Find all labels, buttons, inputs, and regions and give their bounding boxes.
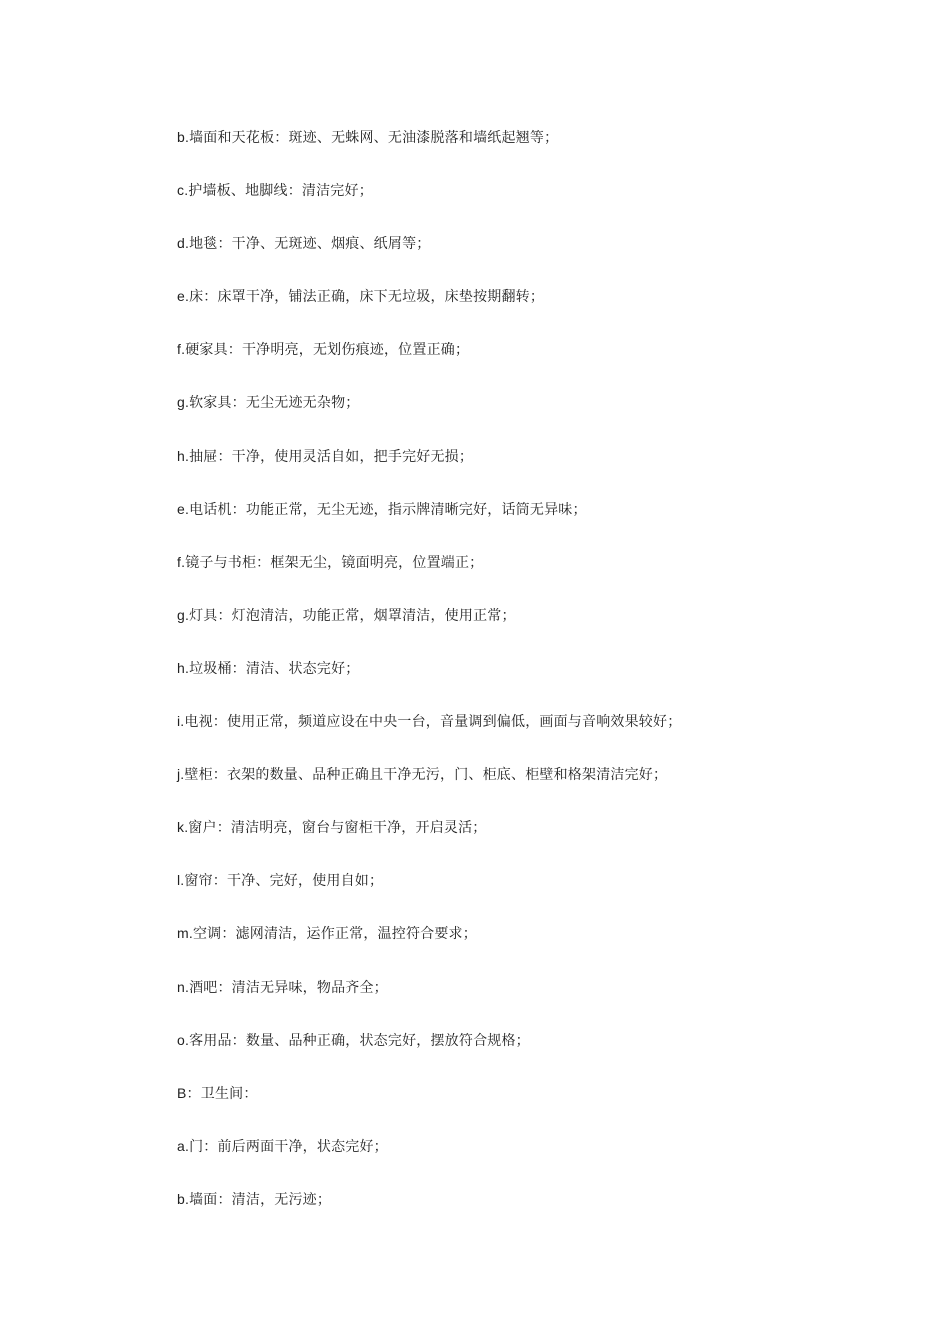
item-text: 墙面和天花板：斑迹、无蛛网、无油漆脱落和墙纸起翘等； (189, 130, 559, 146)
item-marker: i. (177, 713, 185, 729)
item-text: 床：床罩干净，铺法正确，床下无垃圾，床垫按期翻转； (189, 289, 545, 305)
item-text: 软家具：无尘无迹无杂物； (189, 395, 360, 411)
text-line (177, 180, 917, 201)
item-marker: h. (177, 448, 190, 464)
text-line (177, 552, 917, 573)
item-marker: k. (177, 819, 189, 835)
item-marker: b. (177, 1191, 190, 1207)
item-marker: j. (177, 766, 185, 782)
item-text: 空调：滤网清洁，运作正常，温控符合要求； (192, 926, 477, 942)
text-line (177, 127, 917, 148)
item-text: 镜子与书柜：框架无尘，镜面明亮，位置端正； (185, 555, 484, 571)
text-line (177, 870, 917, 891)
section-heading (177, 1083, 917, 1104)
text-line (177, 446, 917, 467)
item-marker: a. (177, 1138, 190, 1154)
item-marker: g. (177, 607, 190, 623)
text-line (177, 392, 917, 413)
item-text: 门：前后两面干净，状态完好； (189, 1139, 388, 1155)
text-line (177, 339, 917, 360)
item-text: 墙面：清洁，无污迹； (189, 1192, 332, 1208)
text-line (177, 233, 917, 254)
item-marker: n. (177, 979, 190, 995)
text-line (177, 1136, 917, 1157)
item-marker: h. (177, 660, 190, 676)
item-marker: e. (177, 288, 190, 304)
item-marker: d. (177, 235, 190, 251)
item-text: 窗户：清洁明亮，窗台与窗柜干净，开启灵活； (188, 820, 487, 836)
text-line (177, 711, 917, 732)
section-title: ：卫生间： (186, 1086, 258, 1102)
item-marker: c. (177, 182, 189, 198)
item-marker: g. (177, 394, 190, 410)
item-text: 客用品：数量、品种正确，状态完好，摆放符合规格； (189, 1033, 530, 1049)
text-line (177, 923, 917, 944)
item-text: 硬家具：干净明亮，无划伤痕迹，位置正确； (185, 342, 470, 358)
item-text: 壁柜：衣架的数量、品种正确且干净无污，门、柜底、柜壁和格架清洁完好； (184, 767, 668, 783)
text-line (177, 658, 917, 679)
item-text: 垃圾桶：清洁、状态完好； (189, 661, 360, 677)
item-text: 地毯：干净、无斑迹、烟痕、纸屑等； (189, 236, 431, 252)
item-marker: l. (177, 872, 185, 888)
item-text: 灯具：灯泡清洁，功能正常，烟罩清洁，使用正常； (189, 608, 516, 624)
item-marker: m. (177, 925, 193, 941)
item-text: 护墙板、地脚线：清洁完好； (188, 183, 373, 199)
item-text: 电视：使用正常，频道应设在中央一台，音量调到偏低，画面与音响效果较好； (184, 714, 682, 730)
text-line (177, 286, 917, 307)
item-marker: b. (177, 129, 190, 145)
item-text: 窗帘：干净、完好，使用自如； (184, 873, 384, 889)
section-marker: B (177, 1085, 187, 1101)
item-text: 电话机：功能正常，无尘无迹，指示牌清晰完好，话筒无异味； (189, 502, 587, 518)
item-text: 酒吧：清洁无异味，物品齐全； (189, 980, 388, 996)
text-line (177, 605, 917, 626)
text-line (177, 764, 917, 785)
text-line (177, 499, 917, 520)
text-line (177, 1030, 917, 1051)
item-marker: o. (177, 1032, 190, 1048)
item-marker: f. (177, 341, 186, 357)
text-line (177, 817, 917, 838)
item-marker: f. (177, 554, 186, 570)
text-line (177, 1189, 917, 1210)
item-marker: e. (177, 501, 190, 517)
item-text: 抽屉：干净，使用灵活自如，把手完好无损； (189, 449, 474, 465)
text-line (177, 977, 917, 998)
